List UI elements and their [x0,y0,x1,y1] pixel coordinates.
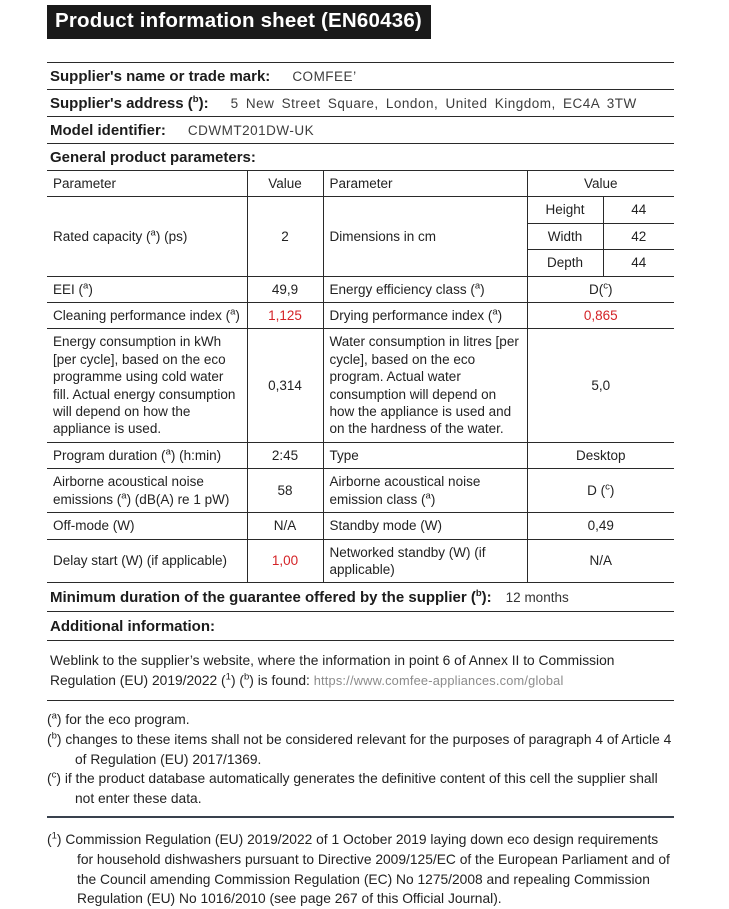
value-cell: 1,00 [247,539,323,583]
header-value-2: Value [527,171,674,197]
value-cell: 1,125 [247,303,323,329]
param-cell: Airborne acoustical noise emission class ($^a$) [323,469,527,513]
table-row-cleaning-index [47,303,674,329]
value-cell: N/A [247,513,323,539]
param-cell: Airborne acoustical noise emissions ($^a$) (dB(A) re 1 pW) [47,469,247,513]
weblink-paragraph [47,641,674,701]
dimension-label-height: Height [527,197,603,223]
value-cell: 58 [247,469,323,513]
value-cell: N/A [527,539,674,583]
footnote-c [47,769,674,808]
footnote-b [47,730,674,769]
param-cell: Dimensions in cm [323,197,527,276]
table-row-program-duration [47,442,674,468]
value-cell: 2 [247,197,323,276]
footnote-marker: ($^a$) [47,710,62,728]
weblink-text: Weblink to the supplier’s website, where the information in point 6 of Annex II to Commission Regulation (EU) 2019/2022 ($^1$) ($^b$) is found: [50,653,615,688]
footnote-marker: ($^1$) [47,830,62,848]
table-row-noise-emissions [47,469,674,513]
footnote-text: if the product database automatically generates the definitive content of this cell the supplier shall not enter these data. [64,771,658,806]
dimension-value-height: 44 [603,197,674,223]
value-cell: Desktop [527,442,674,468]
footnotes-section [47,701,674,818]
supplier-address-value: 5 New Street Square, London, United Kingdom, EC4A 3TW [230,96,637,111]
param-cell: Type [323,442,527,468]
value-cell: 0,314 [247,329,323,442]
dimension-label-width: Width [527,223,603,249]
param-cell: Water consumption in litres [per cycle], based on the eco program. Actual water consumption will depend on how the appliance is used and on the hardness of the water. [323,329,527,442]
param-cell: Energy efficiency class ($^a$) [323,276,527,302]
table-row-off-mode [47,513,674,539]
general-parameters-heading: General product parameters: [47,143,674,170]
value-cell: 5,0 [527,329,674,442]
guarantee-row [47,583,674,612]
regulation-note-section [47,818,674,908]
param-cell: Energy consumption in kWh [per cycle], based on the eco programme using cold water fill. Actual energy consumption will depend on how the appliance is used. [47,329,247,442]
table-row-eei [47,276,674,302]
footnote-text: for the eco program. [65,712,190,728]
param-cell: EEI ($^a$) [47,276,247,302]
header-value-1: Value [247,171,323,197]
param-cell: Standby mode (W) [323,513,527,539]
table-row-rated-capacity [47,197,674,223]
dimension-value-depth: 44 [603,250,674,276]
value-cell: D ($^c$) [527,469,674,513]
dimension-label-depth: Depth [527,250,603,276]
footnote-a [47,710,674,730]
additional-information-heading: Additional information: [47,612,674,641]
header-parameter-1: Parameter [47,171,247,197]
model-identifier-value: CDWMT201DW-UK [187,123,315,138]
value-cell: 49,9 [247,276,323,302]
dimension-value-width: 42 [603,223,674,249]
supplier-name-value: COMFEE’ [292,69,357,84]
param-cell: Off-mode (W) [47,513,247,539]
footnote-marker: ($^c$) [47,769,61,787]
header-parameter-2: Parameter [323,171,527,197]
table-header-row [47,171,674,197]
value-cell: 0,865 [527,303,674,329]
value-cell: 0,49 [527,513,674,539]
footnote-marker: ($^b$) [47,730,62,748]
regulation-note-text: Commission Regulation (EU) 2019/2022 of 1 October 2019 laying down eco design requirements for household dishwashers pursuant to Directive 2009/125/EC of the European Parliament and of the Council amending Commission Regulation (EC) No 1275/2008 and repealing Commission Regulation (EU) No 1016/2010 (see page 267 of this Official Journal). [65,832,670,907]
guarantee-label: Minimum duration of the guarantee offered by the supplier ($^b$): [50,588,492,607]
table-row-energy-consumption [47,329,674,442]
param-cell: Cleaning performance index ($^a$) [47,303,247,329]
supplier-name-row [47,62,674,89]
param-cell: Program duration ($^a$) (h:min) [47,442,247,468]
guarantee-value: 12 months [505,590,569,606]
general-parameters-table [47,170,674,583]
value-cell: 2:45 [247,442,323,468]
param-cell: Rated capacity ($^a$) (ps) [47,197,247,276]
param-cell: Drying performance index ($^a$) [323,303,527,329]
model-identifier-label: Model identifier: [50,122,166,139]
regulation-note [47,830,674,908]
supplier-address-row [47,89,674,116]
page-title: Product information sheet (EN60436) [47,5,431,39]
supplier-website-link[interactable]: https://www.comfee-appliances.com/global [313,672,564,688]
value-cell: D($^c$) [527,276,674,302]
param-cell: Networked standby (W) (if applicable) [323,539,527,583]
param-cell: Delay start (W) (if applicable) [47,539,247,583]
supplier-address-label: Supplier's address ($^b$): [50,94,209,112]
table-row-delay-start [47,539,674,583]
supplier-name-label: Supplier's name or trade mark: [50,68,271,85]
model-identifier-row [47,116,674,143]
footnote-text: changes to these items shall not be considered relevant for the purposes of paragraph 4 of Article 4 of Regulation (EU) 2017/1369. [65,732,672,767]
